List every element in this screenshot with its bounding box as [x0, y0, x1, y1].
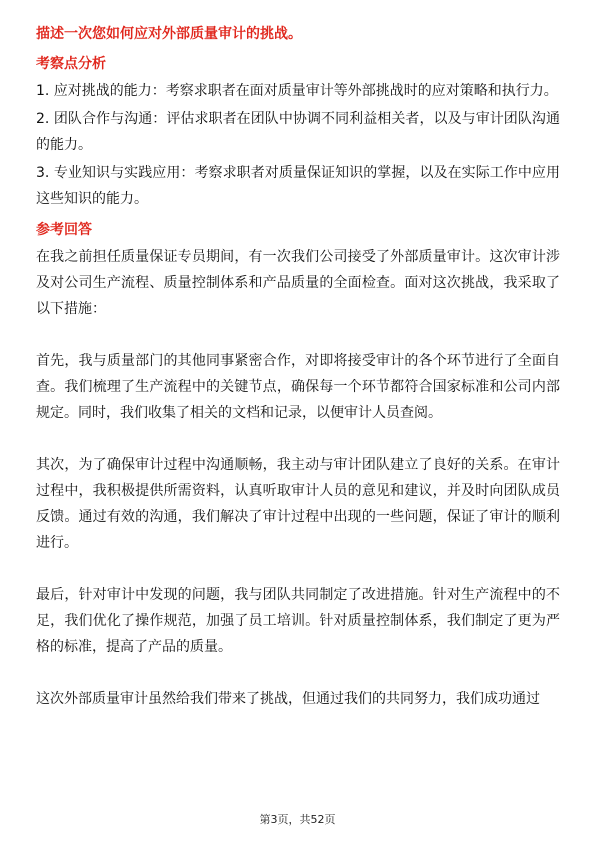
paragraph-gap — [36, 426, 560, 452]
page-number: 第3页，共52页 — [259, 813, 336, 826]
analysis-heading: 考察点分析 — [36, 56, 106, 72]
analysis-point: 2. 团队合作与沟通：评估求职者在团队中协调不同利益相关者，以及与审计团队沟通的能力。 — [36, 111, 560, 153]
answer-paragraph: 首先，我与质量部门的其他同事紧密合作，对即将接受审计的各个环节进行了全面自查。我们梳理了生产流程中的关键节点，确保每一个环节都符合国家标准和公司内部规定。同时，我们收集了相关的文档和记录，以便审计人员查阅。 — [36, 353, 560, 421]
analysis-point: 1. 应对挑战的能力：考察求职者在面对质量审计等外部挑战时的应对策略和执行力。 — [36, 83, 558, 99]
answer-paragraph: 其次，为了确保审计过程中沟通顺畅，我主动与审计团队建立了良好的关系。在审计过程中，我积极提供所需资料，认真听取审计人员的意见和建议，并及时向团队成员反馈。通过有效的沟通，我们解决了审计过程中出现的一些问题，保证了审计的顺利进行。 — [36, 457, 560, 551]
answer-body — [36, 244, 560, 712]
paragraph-gap — [36, 556, 560, 582]
page-content — [36, 24, 560, 712]
answer-paragraph: 在我之前担任质量保证专员期间，有一次我们公司接受了外部质量审计。这次审计涉及对公司生产流程、质量控制体系和产品质量的全面检查。面对这次挑战，我采取了以下措施： — [36, 249, 560, 317]
question-title: 描述一次您如何应对外部质量审计的挑战。 — [36, 26, 302, 42]
answer-paragraph: 这次外部质量审计虽然给我们带来了挑战，但通过我们的共同努力，我们成功通过 — [36, 691, 540, 707]
paragraph-gap — [36, 322, 560, 348]
answer-heading: 参考回答 — [36, 222, 92, 238]
paragraph-gap — [36, 660, 560, 686]
analysis-point: 3. 专业知识与实践应用：考察求职者对质量保证知识的掌握，以及在实际工作中应用这些知识的能力。 — [36, 165, 560, 207]
analysis-points — [36, 78, 560, 212]
answer-paragraph: 最后，针对审计中发现的问题，我与团队共同制定了改进措施。针对生产流程中的不足，我们优化了操作规范，加强了员工培训。针对质量控制体系，我们制定了更为严格的标准，提高了产品的质量。 — [36, 587, 560, 655]
